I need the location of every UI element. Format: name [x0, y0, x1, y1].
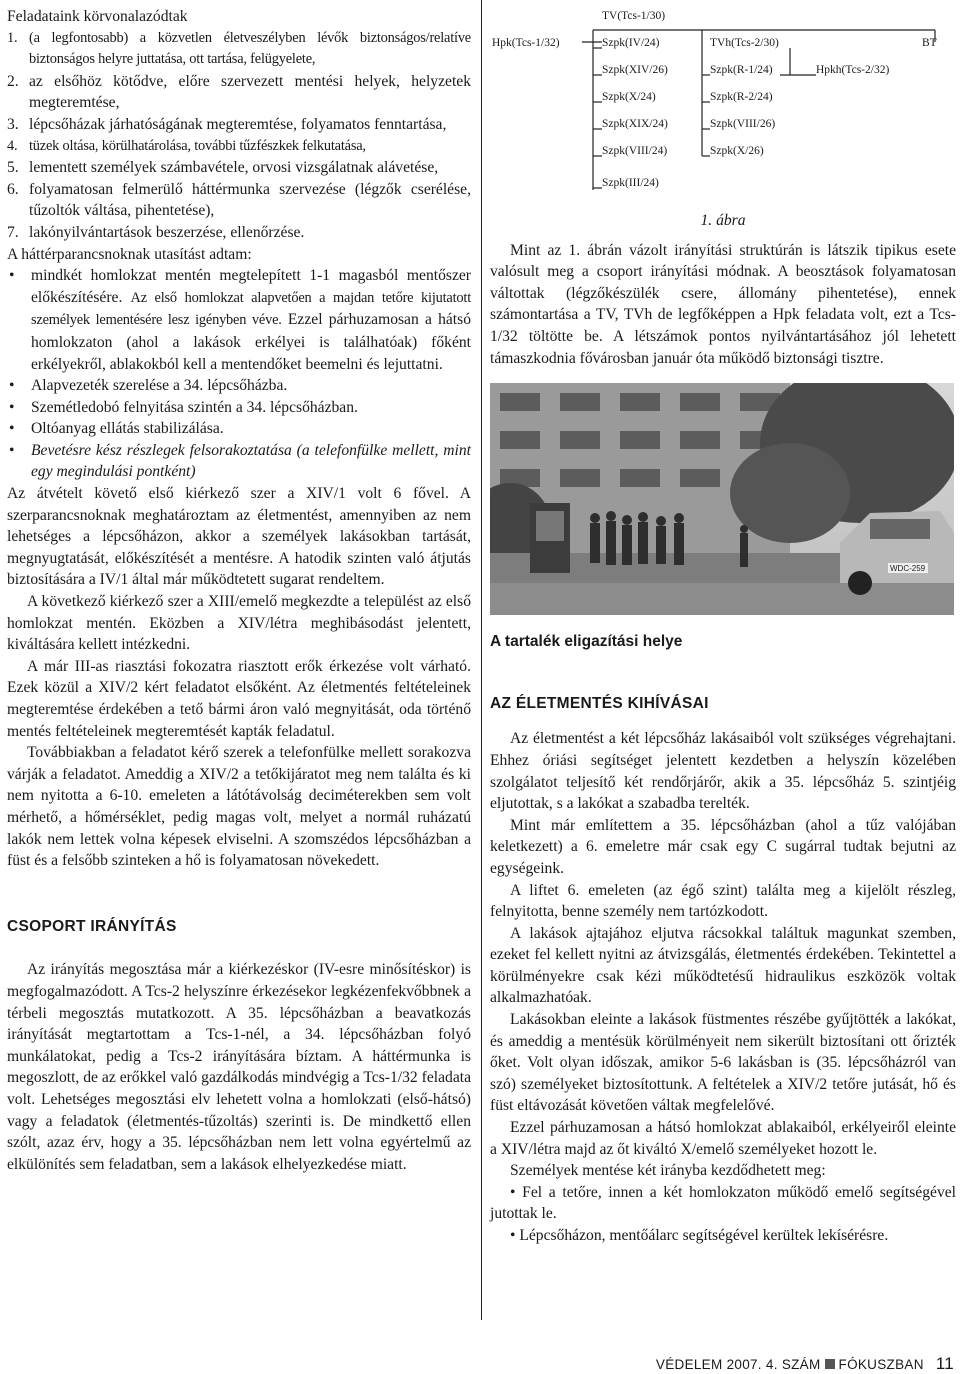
figure-caption: 1. ábra: [700, 212, 746, 229]
task-item: 6. folyamatosan felmerülő háttérmunka szervezése (légzők cserélése, tűzoltók váltása, pihentetése),: [7, 180, 471, 220]
szpk-label: Szpk(IV/24): [602, 37, 660, 49]
body-paragraph: A lakások ajtajához eljutva rácsokkal találtuk magunkat szemben, ezeket fel kellett nyitni az átvizsgálás, életmentés érdekében. Tekintettel a körülményekre csak kézi működtetésű hidraulikus eszközök voltak alkalmazhatóak.: [490, 924, 956, 1007]
hpkh-label: Hpkh(Tcs-2/32): [816, 64, 890, 76]
task-item: 5. lementett személyek számbavétele, orvosi vizsgálatnak alávetése,: [7, 159, 439, 177]
body-paragraph: A már III-as riasztási fokozatra riasztott erők érkezése volt várható. Ezek közül a XIV/2 kért feladatot elsőként. Az életmentés feltételeinek megteremtése érdekében a tető bármi áron való megnyitását, oda történő mentés feltételeinek megteremtését kapták feladatul.: [7, 657, 471, 740]
order-item: • Bevetésre kész részlegek felsorakoztatása (a telefonfülke mellett, mint egy megindulási pontként): [9, 441, 471, 481]
task-list: [7, 28, 471, 244]
license-plate: WDC-259: [890, 564, 926, 574]
journal-issue: VÉDELEM 2007. 4. SZÁM: [655, 1356, 821, 1372]
order-item: • Alapvezeték szerelése a 34. lépcsőházba.: [9, 377, 288, 395]
szpk-label: Szpk(R-2/24): [710, 91, 773, 103]
body-paragraph: Mint már említettem a 35. lépcsőházban (ahol a tűz valójában keletkezett) a 6. emeletre már csak egy C sugárral tudtak bejutni az egységeink.: [490, 816, 956, 877]
tv-label: TV(Tcs-1/30): [602, 10, 666, 22]
body-paragraph: Ezzel párhuzamosan a hátsó homlokzat ablakaiból, erkélyeiről eleinte a XIV/létra majd az őt kiváltó X/emelő személyeket hozott le.: [490, 1119, 956, 1158]
szpk-label: Szpk(VIII/26): [710, 118, 776, 130]
body-paragraph: Mint az 1. ábrán vázolt irányítási struktúrán is látszik tipikus esete valósult meg a csoport irányítási módnak. A beosztások folyamatosan váltottak (légzőkészülék csere, állomány pihentetése), ennek számontartása a TV, TVh de legfőképpen a Hpk feladata volt, ezt a Tcs-1/32 töltötte be. A létszámok pontos nyilvántartásához jól lehetett támaszkodnia fővárosban január óta működő biztonsági tisztre.: [490, 241, 956, 367]
task-item: 1. (a legfontosabb) a közvetlen életveszélyben lévők biztonságos/relatíve biztonságos helyre juttatása, ott tartása, felügyelete,: [7, 29, 471, 68]
szpk-label: Szpk(XIX/24): [602, 118, 668, 130]
column-divider: [481, 0, 482, 1320]
order-item: • Oltóanyag ellátás stabilizálása.: [9, 420, 224, 438]
scene-photo-drawing: [490, 383, 954, 615]
scene-photo: [490, 383, 954, 615]
left-column: [7, 6, 471, 1175]
order-item: • Szemétledobó felnyitása szintén a 34. lépcsőházban.: [9, 398, 358, 416]
tvh-label: TVh(Tcs-2/30): [710, 37, 779, 49]
rescue-direction-item: • Lépcsőházon, mentőálarc segítségével kerültek lekísérésre.: [510, 1227, 889, 1244]
body-paragraph: Az átvételt követő első kiérkező szer a XIV/1 volt 6 fővel. A szerparancsnoknak meghatároztam az életmentést, amennyiben az nem lehetséges a lépcsőházon, akkor a személyek lakásokban tartását, megnyugtatását, előkészítését a mentésre. A hatodik szinten való átjutás biztosítására a IV/1 által már működtetett sugarat rendeltem.: [7, 485, 471, 589]
hpk-label: Hpk(Tcs-1/32): [492, 37, 560, 49]
page-number: 11: [935, 1354, 954, 1373]
section-name: FÓKUSZBAN: [838, 1356, 924, 1372]
order-list: [7, 265, 471, 483]
rescue-direction-item: • Fel a tetőre, innen a két homlokzaton működő emelő segítségével jutottak le.: [490, 1183, 956, 1223]
order-intro: A háttérparancsnoknak utasítást adtam:: [7, 245, 252, 263]
tasks-intro: Feladataink körvonalazódtak: [7, 8, 188, 25]
command-structure-diagram: [490, 8, 956, 204]
task-item: 3. lépcsőházak járhatóságának megteremtése, folyamatos fenntartása,: [7, 115, 447, 133]
photo-caption: A tartalék eligazítási helye: [490, 633, 683, 651]
task-item: 2. az elsőhöz kötődve, előre szervezett mentési helyek, helyzetek megteremtése,: [7, 72, 471, 112]
szpk-label: Szpk(III/24): [602, 177, 659, 189]
szpk-label: Szpk(XIV/26): [602, 64, 668, 76]
body-paragraph: Személyek mentése két irányba kezdődhetett meg:: [510, 1162, 826, 1180]
body-paragraph: A következő kiérkező szer a XIII/emelő megkezdte a települést az első homlokzat mentén. Eközben a XIV/létra meghibásodást jelentett, kiváltására kellett intézkedni.: [7, 593, 471, 654]
body-paragraph: Lakásokban eleinte a lakások füstmentes részébe gyűjtötték a lakókat, és ameddig a mentésük körülményeit nem sikerült biztosítani ott őrizték őket. Volt olyan időszak, amikor 5-6 lakásban is (35. lépcsőházról van szó) személyeket biztosítottunk. A feltételek a XIV/2 tetőre jutását, hő és füst eltávozását követően váltak megfelelővé.: [490, 1011, 956, 1115]
bt-label: BT: [922, 37, 937, 49]
szpk-label: Szpk(X/24): [602, 91, 656, 103]
body-paragraph: Továbbiakban a feladatot kérő szerek a telefonfülke mellett sorakozva várják a feladatot. Ameddig a XIV/2 a tetőkijáratot meg nem találta és ki nem nyitotta a 6-10. emeleten a látótávolság deciméterekben sem volt mérhető, a hőmérséklet, pedig magas volt, melyet a normál ruházatú lakók nem lettek volna képesek elviselni. A szomszédos lépcsőházban a füst és a felsőbb szinteken a hő is folyamatosan növekedett.: [7, 744, 471, 870]
body-paragraph: Az életmentést a két lépcsőház lakásaiból volt szükséges végrehajtani. Ehhez óriási segítséget jelentett kezdetben a helyszín közelében szolgálatot teljesítő két rendőrjárőr, akik a 35. lépcsőház 5. szintjéig eljutottak, s a lakókat a szabadba terelték.: [490, 730, 956, 813]
body-paragraph: A liftet 6. emeleten (az égő szint) találta meg a kijelölt részleg, felnyitotta, benne személy nem tartózkodott.: [490, 881, 956, 921]
szpk-label: Szpk(X/26): [710, 145, 764, 157]
section-heading: CSOPORT IRÁNYÍTÁS: [7, 917, 177, 935]
szpk-label: Szpk(VIII/24): [602, 145, 668, 157]
separator-square-icon: [825, 1359, 835, 1369]
right-column: [490, 8, 956, 1247]
page-footer: [656, 1354, 954, 1374]
order-item: • mindkét homlokzat mentén megtelepített 1-1 magasból mentőszer előkészítésére. Az első homlokzat alapvetően a majdan tetőre kijutatott személyek lementésére lesz igényben véve. Ezzel párhuzamosan a hátsó homlokzaton (ahol a lakások erkélyei is találhatóak) főként erkélyekről, ablakokból kell a mentendőket beemelni és lejuttatni.: [9, 267, 471, 373]
task-item: 4. tüzek oltása, körülhatárolása, további tűzfészkek felkutatása,: [7, 137, 366, 154]
body-paragraph: Az irányítás megosztása már a kiérkezéskor (IV-esre minősítéskor) is megfogalmazódott. A Tcs-2 helyszínre érkezésekor legkézenfekvőbbnek a térbeli megosztás mutatkozott. A 35. lépcsőházban a beavatkozás irányítását megtartottam a Tcs-1-nél, a 34. lépcsőházban folyó munkálatokat, pedig a Tcs-2 irányítására bíztam. A háttérmunka is megoszlott, de az erőkkel való gazdálkodás mindvégig a Tcs-1/32 feladata volt. Lehetséges megosztási elv lehetett volna a homlokzati (első-hátsó) vagy a feladatok (életmentés-tűzoltás) szerinti is. De mindkettő ellen szólt, azaz érv, hogy a 35. lépcsőházban nem lett volna egyértelmű az elkülönítés sem feladatban, sem a lakások elhelyezkedése miatt.: [7, 961, 471, 1173]
szpk-label: Szpk(R-1/24): [710, 64, 773, 76]
task-item: 7. lakónyilvántartások beszerzése, ellenőrzése.: [7, 223, 305, 241]
section-heading: AZ ÉLETMENTÉS KIHÍVÁSAI: [490, 694, 709, 712]
